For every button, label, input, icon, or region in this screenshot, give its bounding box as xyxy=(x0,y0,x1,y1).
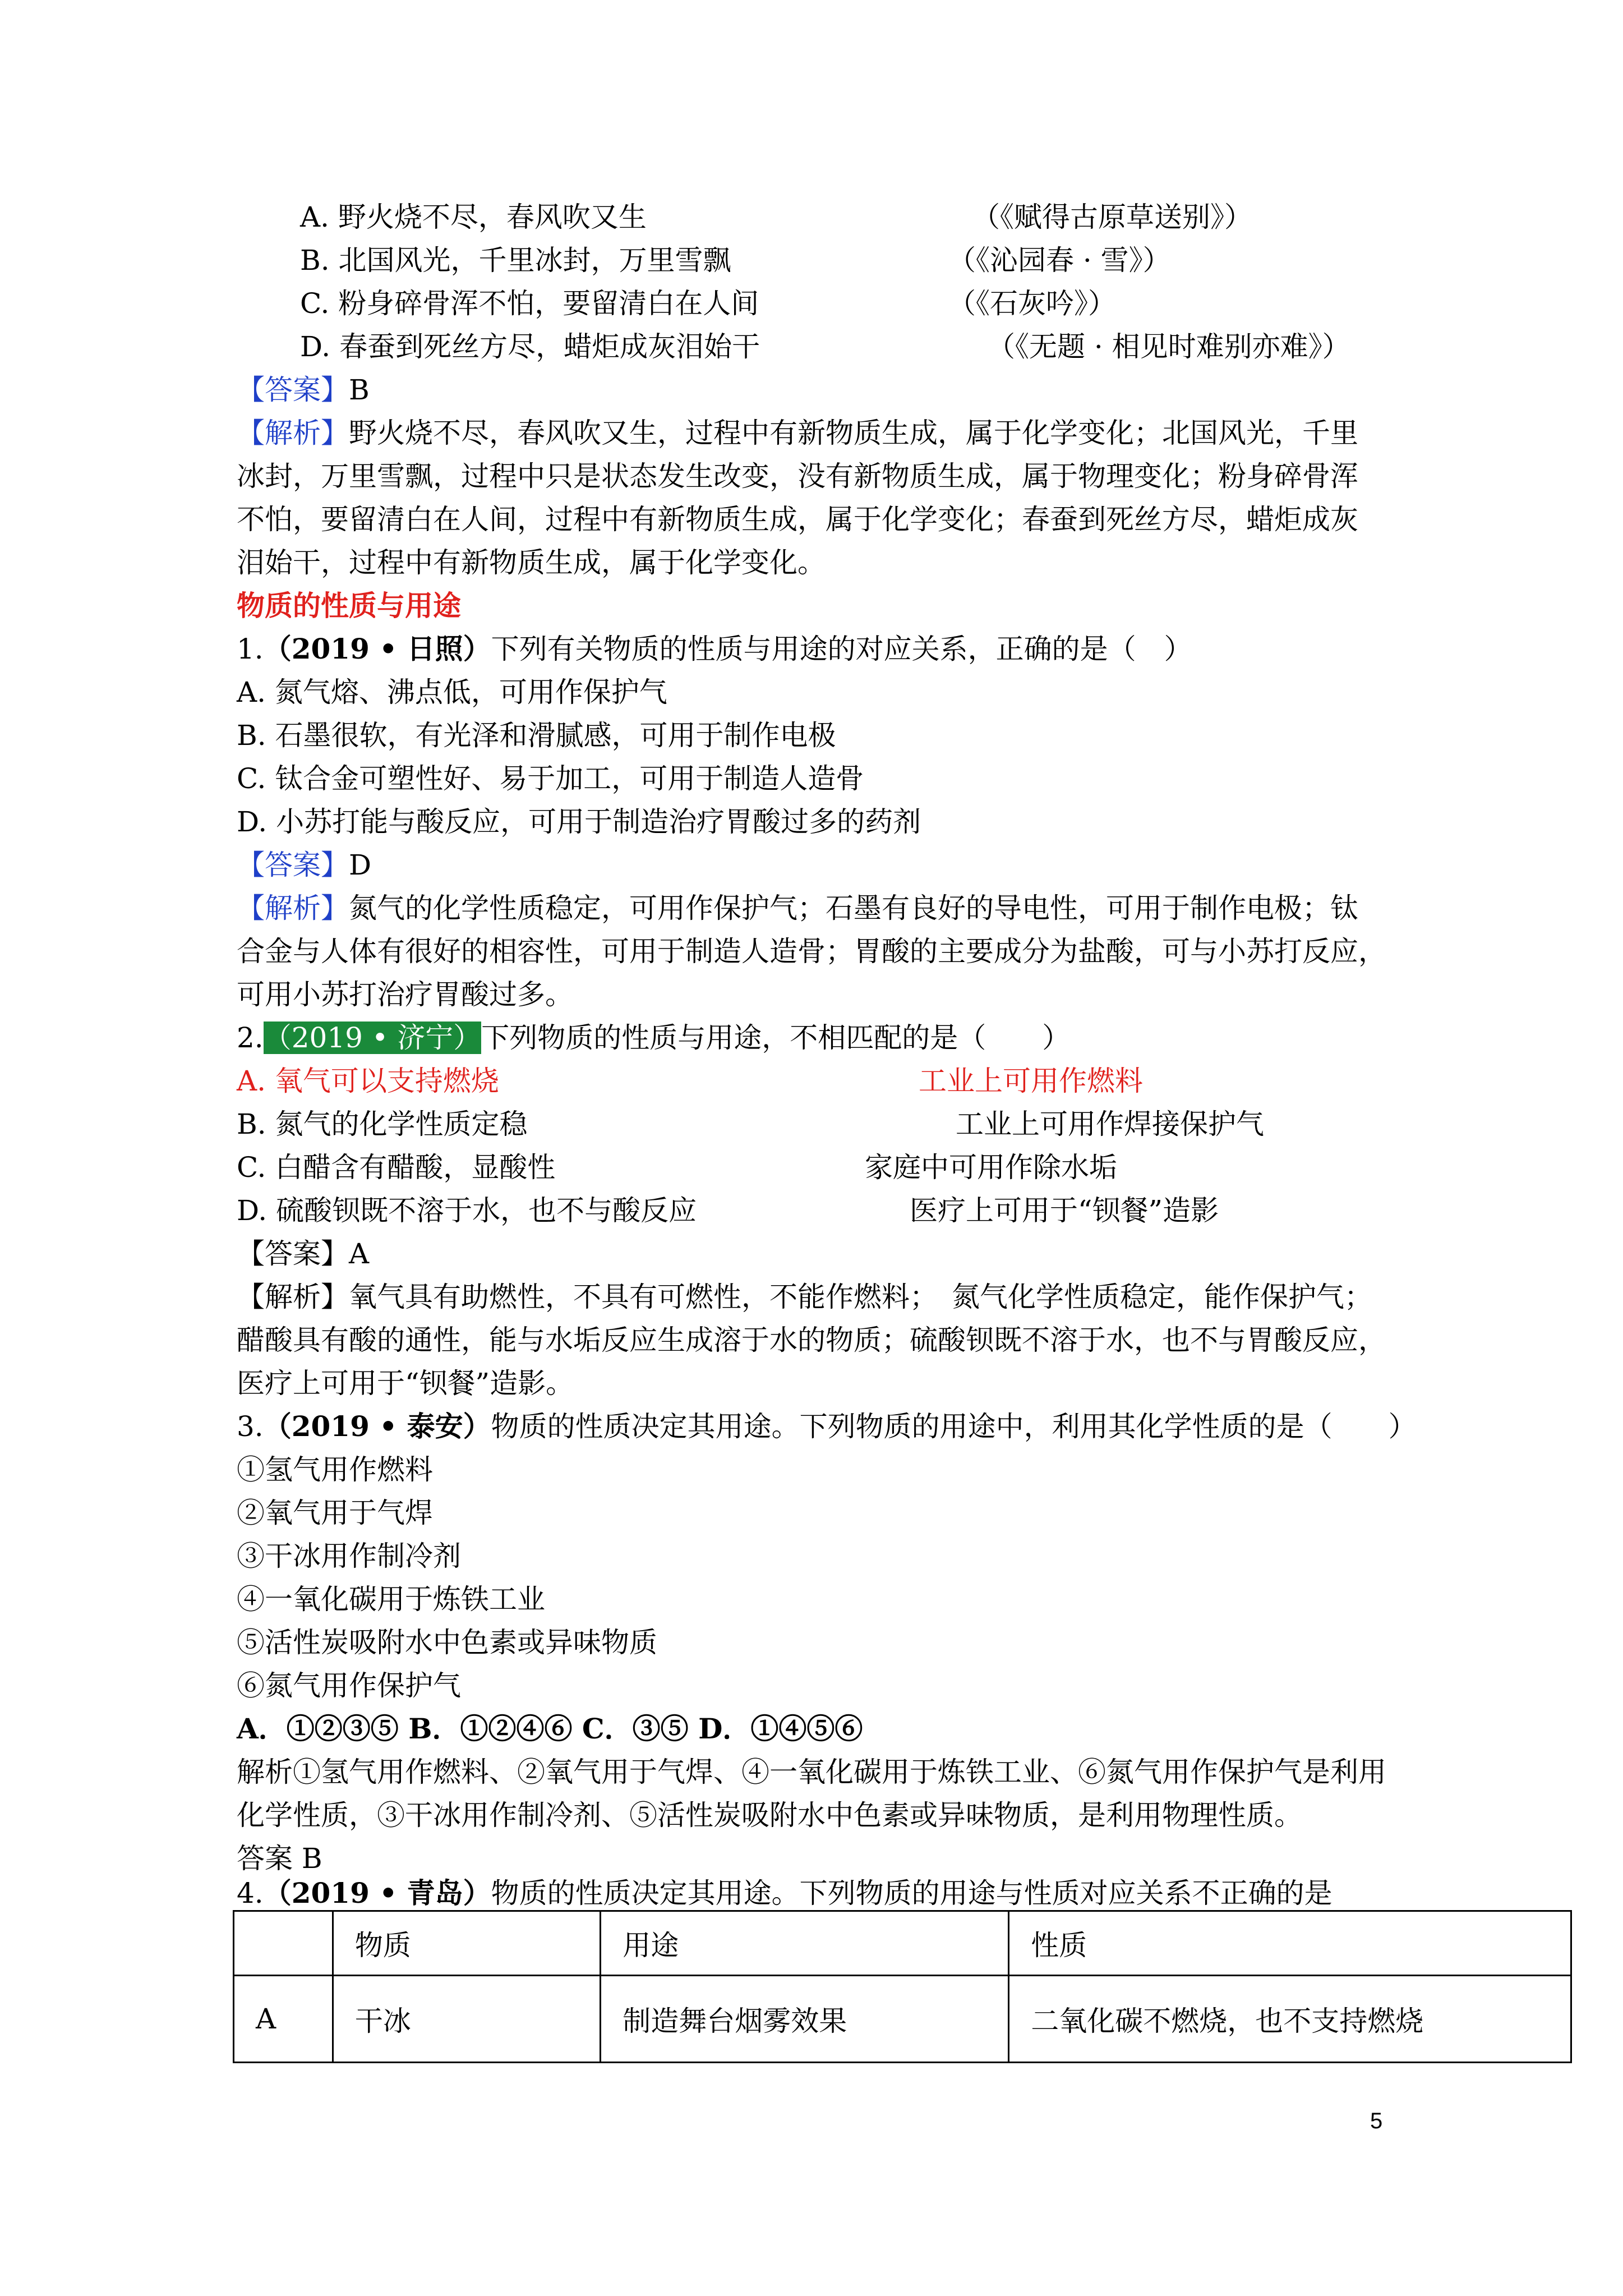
table-header-cell: 性质 xyxy=(1009,1911,1571,1976)
q2-analysis-line-1: 【解析】氧气具有助燃性，不具有可燃性，不能作燃料； 氮气化学性质稳定，能作保护气； xyxy=(237,1281,1372,1313)
table-cell: A xyxy=(234,1976,333,2063)
q2-analysis-line-2: 醋酸具有酸的通性，能与水垢反应生成溶于水的物质；硫酸钡既不溶于水，也不与胃酸反应， xyxy=(237,1324,1386,1356)
table-row xyxy=(234,1976,1571,2063)
q0-option-b-source: （《沁园春 · 雪》） xyxy=(948,244,1171,277)
q3-choices: A．①②③⑤ B．①②④⑥ C．③⑤ D．①④⑤⑥ xyxy=(237,1712,863,1745)
q3-item-2: ②氧气用于气焊 xyxy=(237,1497,433,1529)
q0-option-d-source: （《无题 · 相见时难别亦难》） xyxy=(987,330,1350,363)
q2-option-d-use: 医疗上可用于“钡餐”造影 xyxy=(910,1194,1219,1227)
q0-analysis-line-4: 泪始干，过程中有新物质生成，属于化学变化。 xyxy=(237,546,826,579)
q1-option-b: B. 石墨很软，有光泽和滑腻感，可用于制作电极 xyxy=(237,719,836,752)
q3-item-4: ④一氧化碳用于炼铁工业 xyxy=(237,1583,545,1616)
q1-option-c: C. 钛合金可塑性好、易于加工，可用于制造人造骨 xyxy=(237,762,864,795)
q0-option-c: C. 粉身碎骨浑不怕，要留清白在人间 xyxy=(300,287,759,320)
q2-option-b-use: 工业上可用作焊接保护气 xyxy=(956,1108,1264,1140)
table-header-cell xyxy=(234,1911,333,1976)
q1-analysis-line-1: 【解析】氮气的化学性质稳定，可用作保护气；石墨有良好的导电性，可用于制作电极；钛 xyxy=(237,892,1358,924)
q2-option-d: D. 硫酸钡既不溶于水，也不与酸反应 xyxy=(237,1194,697,1227)
table-cell: 制造舞台烟雾效果 xyxy=(601,1976,1009,2063)
table-cell: 二氧化碳不燃烧，也不支持燃烧 xyxy=(1009,1976,1571,2063)
q3-item-1: ①氢气用作燃料 xyxy=(237,1453,433,1486)
q3-item-3: ③干冰用作制冷剂 xyxy=(237,1540,461,1572)
q0-option-a-source: （《赋得古原草送别》） xyxy=(972,201,1252,233)
q0-analysis-line-3: 不怕，要留清白在人间，过程中有新物质生成，属于化学变化；春蚕到死丝方尽，蜡炬成灰 xyxy=(237,503,1358,536)
q2-analysis-line-3: 医疗上可用于“钡餐”造影。 xyxy=(237,1367,574,1400)
q3-analysis-line-1: 解析①氢气用作燃料、②氧气用于气焊、④一氧化碳用于炼铁工业、⑥氮气用作保护气是利用 xyxy=(237,1756,1386,1788)
q1-analysis-line-3: 可用小苏打治疗胃酸过多。 xyxy=(237,978,573,1011)
table-header-cell: 用途 xyxy=(601,1911,1009,1976)
q1-stem: 1.（2019 • 日照）下列有关物质的性质与用途的对应关系，正确的是（ ） xyxy=(237,632,1192,665)
q0-option-b: B. 北国风光，千里冰封，万里雪飘 xyxy=(300,244,731,277)
q3-analysis-line-2: 化学性质，③干冰用作制冷剂、⑤活性炭吸附水中色素或异味物质，是利用物理性质。 xyxy=(237,1799,1302,1832)
q1-option-a: A. 氮气熔、沸点低，可用作保护气 xyxy=(237,676,667,708)
q0-option-c-source: （《石灰吟》） xyxy=(948,287,1116,320)
q2-option-b: B. 氮气的化学性质定稳 xyxy=(237,1108,528,1140)
q2-answer: 【答案】A xyxy=(237,1237,370,1270)
q3-item-5: ⑤活性炭吸附水中色素或异味物质 xyxy=(237,1626,657,1659)
q3-answer: 答案 B xyxy=(237,1842,322,1875)
q2-source-highlight: （2019 • 济宁） xyxy=(263,1022,482,1054)
q0-option-a: A. 野火烧不尽，春风吹又生 xyxy=(300,201,647,233)
q1-option-d: D. 小苏打能与酸反应，可用于制造治疗胃酸过多的药剂 xyxy=(237,806,921,838)
page-number: 5 xyxy=(1370,2109,1383,2133)
q0-analysis-line-2: 冰封，万里雪飘，过程中只是状态发生改变，没有新物质生成，属于物理变化；粉身碎骨浑 xyxy=(237,460,1358,493)
q2-stem: 2.（2019 • 济宁）下列物质的性质与用途，不相匹配的是（ ） xyxy=(237,1022,1071,1054)
table-header-row xyxy=(234,1911,1571,1976)
section-title: 物质的性质与用途 xyxy=(237,589,461,622)
q4-stem: 4.（2019 • 青岛）物质的性质决定其用途。下列物质的用途与性质对应关系不正确的是 xyxy=(237,1876,1332,1910)
q0-answer: 【答案】B xyxy=(237,374,370,406)
q3-item-6: ⑥氮气用作保护气 xyxy=(237,1669,461,1702)
q0-analysis-line-1: 【解析】野火烧不尽，春风吹又生，过程中有新物质生成，属于化学变化；北国风光，千里 xyxy=(237,417,1358,449)
q1-analysis-line-2: 合金与人体有很好的相容性，可用于制造人造骨；胃酸的主要成分为盐酸，可与小苏打反应， xyxy=(237,935,1386,968)
q0-option-d: D. 春蚕到死丝方尽，蜡炬成灰泪始干 xyxy=(300,330,760,363)
q2-option-c: C. 白醋含有醋酸，显酸性 xyxy=(237,1151,556,1184)
q2-option-a: A. 氧气可以支持燃烧 xyxy=(237,1065,499,1097)
q2-option-c-use: 家庭中可用作除水垢 xyxy=(865,1151,1117,1184)
table-header-cell: 物质 xyxy=(333,1911,600,1976)
q2-option-a-use: 工业上可用作燃料 xyxy=(919,1065,1143,1097)
q1-answer: 【答案】D xyxy=(237,849,372,881)
q4-table xyxy=(233,1910,1572,2063)
q3-stem: 3.（2019 • 泰安）物质的性质决定其用途。下列物质的用途中，利用其化学性质的是（ ） xyxy=(237,1410,1417,1443)
table-cell: 干冰 xyxy=(333,1976,600,2063)
